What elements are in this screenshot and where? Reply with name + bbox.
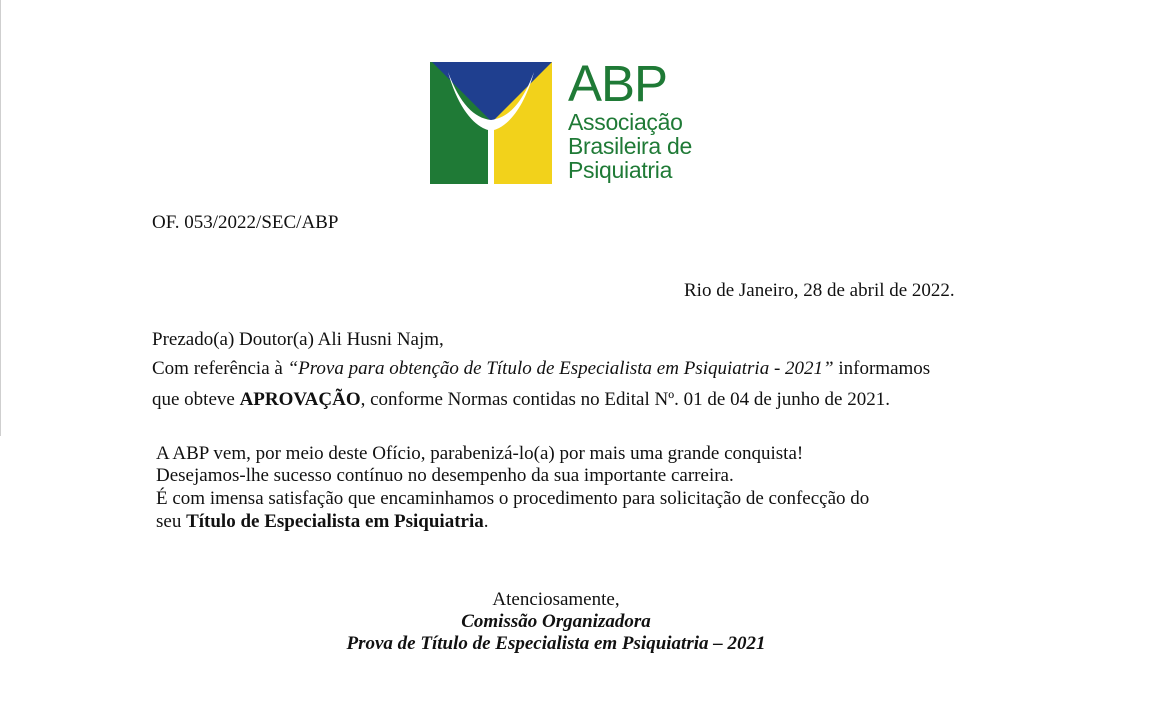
body-line-4-prefix: seu: [156, 511, 187, 532]
paragraph-approval-line: [152, 389, 890, 411]
body-line-1: A ABP vem, por meio deste Ofício, parabenizá-lo(a) por mais uma grande conquista!: [156, 443, 804, 464]
body-line-3: É com imensa satisfação que encaminhamos o procedimento para solicitação de confecção do: [156, 488, 870, 509]
paragraph-suffix: informamos: [833, 358, 931, 379]
letter-date: Rio de Janeiro, 28 de abril de 2022.: [684, 280, 955, 301]
approval-prefix: que obteve: [152, 389, 240, 410]
exam-title-quote: “Prova para obtenção de Título de Especialista em Psiquiatria - 2021”: [287, 358, 834, 379]
paragraph-reference-line: [152, 358, 930, 380]
logo-name-line3: Psiquiatria: [568, 157, 673, 183]
letter-reference: OF. 053/2022/SEC/ABP: [152, 212, 339, 233]
body-line-2: Desejamos-lhe sucesso contínuo no desempenho da sua importante carreira.: [156, 465, 734, 486]
signature-committee: Comissão Organizadora: [461, 611, 651, 632]
abp-logo: [430, 55, 700, 186]
approval-suffix: , conforme Normas contidas no Edital Nº. 01 de 04 de junho de 2021.: [360, 389, 890, 410]
salutation: Prezado(a) Doutor(a) Ali Husni Najm,: [152, 329, 444, 350]
closing: Atenciosamente,: [492, 589, 620, 610]
logo-text: [568, 55, 692, 183]
approval-status: APROVAÇÃO: [239, 389, 361, 410]
abp-emblem-icon: [430, 60, 554, 186]
logo-name-line2: Brasileira de: [568, 133, 692, 159]
signature-exam: Prova de Título de Especialista em Psiquiatria – 2021: [346, 633, 766, 654]
body-line-4: [156, 511, 489, 533]
logo-abbreviation: ABP: [568, 55, 668, 112]
page-edge-line: [0, 0, 1, 436]
specialist-title: Título de Especialista em Psiquiatria: [186, 511, 484, 532]
body-line-4-suffix: .: [483, 511, 489, 532]
paragraph-prefix: Com referência à: [152, 358, 288, 379]
logo-name-line1: Associação: [568, 109, 683, 135]
